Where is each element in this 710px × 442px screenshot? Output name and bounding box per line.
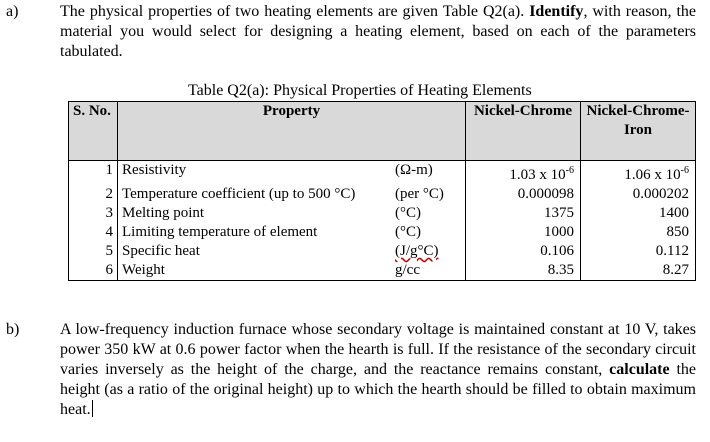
- row-unit: [391, 242, 466, 261]
- row-value-nickel-chrome: 8.35: [466, 261, 581, 281]
- row-property: Resistivity: [118, 161, 392, 186]
- row-property: Weight: [118, 261, 392, 281]
- question-a-text: [60, 2, 696, 62]
- table-header-row: [69, 102, 696, 161]
- row-property: Limiting temperature of element: [118, 223, 392, 242]
- row-value-nickel-chrome: 1000: [466, 223, 581, 242]
- row-number: 3: [69, 204, 118, 223]
- row-value-nickel-chrome-iron: 850: [581, 223, 696, 242]
- row-unit: (°C): [391, 223, 466, 242]
- table-row: [69, 204, 696, 223]
- value-exponent: -6: [565, 165, 574, 176]
- unit-spellcheck-underline: (J/g°C): [395, 243, 439, 259]
- header-sno: S. No.: [69, 102, 118, 161]
- header-nickel-chrome: Nickel-Chrome: [466, 102, 581, 161]
- text-cursor: [92, 400, 93, 417]
- row-number: 1: [69, 161, 118, 186]
- question-label-b: b): [6, 321, 20, 338]
- table-row: [69, 223, 696, 242]
- row-unit: (°C): [391, 204, 466, 223]
- table-caption: Table Q2(a): Physical Properties of Heating Elements: [188, 82, 532, 99]
- row-number: 2: [69, 185, 118, 204]
- row-value-nickel-chrome: 1375: [466, 204, 581, 223]
- value-mantissa: 1.06 x 10: [624, 167, 681, 183]
- row-unit: (Ω-m): [391, 161, 466, 186]
- row-value-nickel-chrome-iron: 0.000202: [581, 185, 696, 204]
- row-number: 6: [69, 261, 118, 281]
- row-value-nickel-chrome: [466, 161, 581, 186]
- row-value-nickel-chrome: 0.106: [466, 242, 581, 261]
- value-mantissa: 1.03 x 10: [509, 167, 566, 183]
- question-b-text[interactable]: [60, 320, 696, 420]
- row-value-nickel-chrome: 0.000098: [466, 185, 581, 204]
- row-value-nickel-chrome-iron: 0.112: [581, 242, 696, 261]
- question-a-text-after: , with reason, the material you would select for designing a heating element, based on each of the parameters tabulated.: [60, 3, 697, 60]
- question-b-keyword: calculate: [609, 361, 670, 378]
- row-value-nickel-chrome-iron: 1400: [581, 204, 696, 223]
- question-b-text-after: the height (as a ratio of the original height) up to which the hearth should be filled to obtain maximum heat.: [60, 361, 697, 418]
- header-property: Property: [118, 102, 466, 161]
- table-row: [69, 242, 696, 261]
- row-property: Melting point: [118, 204, 392, 223]
- row-property: Specific heat: [118, 242, 392, 261]
- table-row: [69, 261, 696, 281]
- header-nickel-chrome-iron: Nickel-Chrome-Iron: [581, 102, 696, 161]
- row-property: Temperature coefficient (up to 500 °C): [118, 185, 392, 204]
- question-a-text-before: The physical properties of two heating elements are given Table Q2(a).: [60, 3, 530, 20]
- row-number: 4: [69, 223, 118, 242]
- row-unit: g/cc: [391, 261, 466, 281]
- table-row: [69, 161, 696, 186]
- table-row: [69, 185, 696, 204]
- row-value-nickel-chrome-iron: 8.27: [581, 261, 696, 281]
- value-exponent: -6: [680, 165, 689, 176]
- row-unit: (per °C): [391, 185, 466, 204]
- row-number: 5: [69, 242, 118, 261]
- question-b-text-before: A low-frequency induction furnace whose secondary voltage is maintained constant at 10 V, takes power 350 kW at 0.6 power factor when the hearth is full. If the resistance of the secondary circuit varies inversely as the height of the charge, and the reactance remains constant,: [60, 321, 696, 378]
- row-value-nickel-chrome-iron: [581, 161, 696, 186]
- question-a-keyword: Identify: [529, 3, 584, 20]
- properties-table: [68, 101, 696, 281]
- question-label-a: a): [6, 3, 19, 20]
